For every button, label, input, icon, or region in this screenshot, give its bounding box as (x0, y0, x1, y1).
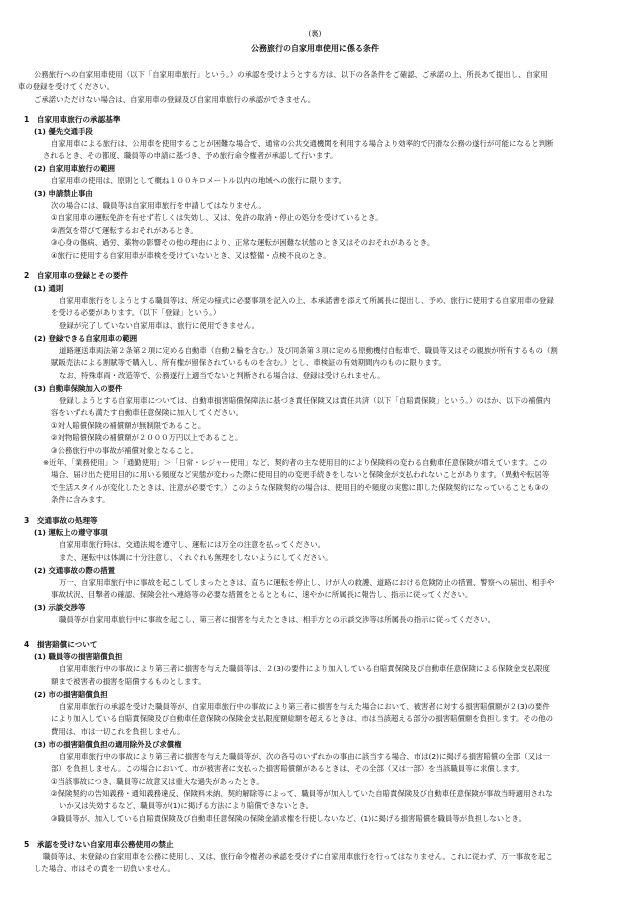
body-line: 登録が完了していない自家用車は、旅行に使用できません。 (59, 321, 259, 330)
body-line: 職員等は、未登録の自家用車を公務に使用し、又は、旅行命令権者の承認を受けずに自家用車旅行を行ってはなりません。これに従わず、万一事故を起こ (43, 852, 553, 861)
body-line: 部）を負担しません。この場合において、市が被害者に支払った損害賠償額があるときは、その全部（又は一部）を当該職員等に求償します。 (51, 764, 524, 773)
body-line: 自家用車旅行時は、交通法規を遵守し、運転には万全の注意を払ってください。 (59, 540, 326, 549)
section-heading: 1 自家用車旅行の承認基準 (24, 115, 121, 124)
intro-line: ご承諾いただけない場合は、自家用車の登録及び自家用車旅行の承認ができません。 (34, 95, 316, 104)
note-line: で生活スタイルが変化したときは、注意が必要です。）このような保険契約の場合は、使用目的や頻度の実態に即した保険契約になっていることも③の (51, 483, 549, 492)
list-item: ①当該事故につき、職員等に故意又は重大な過失があったとき。 (51, 777, 264, 786)
body-line: 万一、自家用車旅行中に事故を起こしてしまったときは、直ちに運転を停止し、けが人の救護、道路における危険防止の措置、警察への届出、相手や (59, 578, 555, 587)
body-line: 職員等が自家用車旅行中に事故を起こし、第三者に損害を与えたときは、相手方との示談交渉等は所属長の指示に従ってください。 (59, 615, 496, 624)
body-line: 道路運送車両法第２条第２項に定める自動車（自動２輪を含む。）及び同条第３項に定める原動機付自転車で、職員等又はその親族が所有するもの（割 (59, 346, 558, 355)
body-line: 賦販売法による割賦等で購入し、所有権が留保されているものを含む。）とし、車検証の有効期間内のものに限ります。 (51, 358, 446, 367)
list-item: ③職員等が、加入している自賠責保険及び自動車任意保険の保険金請求権を行使しないなど、(1)に掲げる損害賠償を職員等が負担しないとき。 (51, 814, 527, 823)
note-line: 条件に含みます。 (51, 495, 110, 504)
subsection-heading: (2) 交通事故の際の措置 (34, 566, 115, 575)
body-line: 事故状況、目撃者の確認、保険会社へ連絡等の必要な措置をとるとともに、速やかに所属長に報告し、指示に従ってください。 (51, 590, 473, 599)
body-line: なお、特殊車両・改造等で、公務遂行上適当でないと判断される場合は、登録は受けられません。 (59, 371, 385, 380)
note-line: 場合、届け出た使用目的に用いる頻度など実態が変わった際に使用目的の変更手続きをしないと保険金が支払われないことがあります。（異動や転居等 (51, 470, 550, 479)
page-title: 公務旅行の自家用車使用に係る条件 (251, 44, 379, 53)
body-line: した場合、市はその責を一切負いません。 (34, 864, 175, 873)
body-line: 自家用車旅行の承認を受けた職員等が、自家用車旅行中の事故により第三者に損害を与えた場合において、被害者に対する損害賠償額が２(3)の要件 (59, 702, 550, 711)
body-line: 額まで被害者の損害を賠償するものとします。 (51, 677, 206, 686)
section-heading: 5 承認を受けない自家用車公務使用の禁止 (24, 840, 174, 849)
intro-line: 公務旅行への自家用車使用（以下「自家用車旅行」という。）の承認を受けようとする方は、以下の各条件をご確認、ご承諾の上、所長あて提出し、自家用 (34, 70, 548, 79)
subsection-heading: (3) 示談交渉等 (34, 603, 86, 612)
subsection-heading: (1) 運転上の遵守事項 (34, 528, 108, 537)
body-line: 自家用車旅行中の事故により第三者に損害を与えた職員等が、次の各号のいずれかの事由に該当する場合、市は(2)に掲げる損害賠償の全部（又は一 (59, 752, 550, 761)
subsection-heading: (3) 自動車保険加入の要件 (34, 384, 123, 393)
list-item: いか又は失効するなど、職員等が(1)に掲げる方法により賠償できないとき。 (59, 801, 314, 810)
body-line: 次の場合には、職員等は自家用車旅行を申請してはなりません。 (51, 201, 266, 210)
intro-line: 車の登録を受けてください。 (18, 82, 115, 91)
body-line: また、運転中は体調に十分注意し、くれぐれも無理をしないようにしてください。 (59, 553, 333, 562)
list-item: ④旅行に使用する自家用車が車検を受けていないとき、又は整備・点検不良のとき。 (51, 251, 331, 260)
note-line: ※近年、「業務使用」＞「通勤使用」＞「日常・レジャー使用」など、契約者の主な使用目的により保険料の変わる自動車任意保険が増えています。この (43, 458, 548, 467)
body-line: により加入している自賠責保険及び自動車任意保険の保険金支払限度額総額を超えるときは、市は当該超える部分の損害賠償額を負担します。その他の (51, 714, 553, 723)
list-item: ①対人賠償保険の補償額が無制限であること。 (51, 421, 206, 430)
section-heading: 3 交通事故の処理等 (24, 516, 98, 525)
subsection-heading: (3) 申請禁止事由 (34, 189, 93, 198)
side-label: (裏) (308, 29, 322, 38)
body-line: 自家用車旅行中の事故により第三者に損害を与えた職員等は、２(3)の要件により加入している自賠責保険及び自動車任意保険による保険金支払限度 (59, 664, 550, 673)
body-line: を受ける必要があります。（以下「登録」という。） (51, 308, 221, 317)
body-line: 自家用車旅行をしようとする職員等は、所定の様式に必要事項を記入の上、本承諾書を添えて所属長に提出し、予め、旅行に使用する自家用車の登録 (59, 296, 554, 305)
list-item: ②対物賠償保険の補償額が２０００万円以上であること。 (51, 433, 243, 442)
body-line: 自家用車による旅行は、公用車を使用することが困難な場合で、通常の公共交通機関を利用する場合より効率的で円滑な公務の遂行が可能になると判断 (51, 139, 554, 148)
body-line: 自家用車の使用は、原則として概ね１００キロメートル以内の地域への旅行に限ります。 (51, 176, 347, 185)
subsection-heading: (1) 通則 (34, 284, 64, 293)
body-line: 容をいずれも満たす自動車任意保険に加入してください。 (51, 408, 244, 417)
subsection-heading: (1) 職員等の損害賠償負担 (34, 652, 123, 661)
body-line: されるとき、その都度、職員等の申請に基づき、予め旅行命令権者が承認して行います。 (43, 151, 338, 160)
section-heading: 2 自家用車の登録とその要件 (24, 271, 129, 280)
list-item: ③公務旅行中の事故が補償対象となること。 (51, 446, 199, 455)
subsection-heading: (3) 市の損害賠償負担の適用除外及び求償権 (34, 740, 182, 749)
subsection-heading: (2) 登録できる自家用車の範囲 (34, 334, 138, 343)
list-item: ②保険契約の告知義務・通知義務違反、保険料未納、契約解除等によって、職員等が加入していた自賠責保険及び自動車任意保険が事故当時適用されな (51, 789, 553, 798)
section-heading: 4 損害賠償について (24, 640, 98, 649)
body-line: 登録しようとする自家用車については、自動車損害賠償保障法に基づき責任保険又は責任共済（以下「自賠責保険」という。）のほか、以下の補償内 (59, 396, 551, 405)
list-item: ②酒気を帯びて運転するおそれがあるとき。 (51, 226, 198, 235)
body-line: 費用は、市は一切これを負担しません。 (51, 727, 185, 736)
list-item: ①自家用車の運転免許を有せず若しくは失効し、又は、免許の取消・停止の処分を受けているとき。 (51, 213, 383, 222)
subsection-heading: (2) 自家用車旅行の範囲 (34, 164, 115, 173)
subsection-heading: (1) 優先交通手段 (34, 127, 93, 136)
list-item: ③心身の傷病、過労、薬物の影響その他の理由により、正常な運転が困難な状態のとき又はそのおそれがあるとき。 (51, 238, 435, 247)
subsection-heading: (2) 市の損害賠償負担 (34, 690, 108, 699)
